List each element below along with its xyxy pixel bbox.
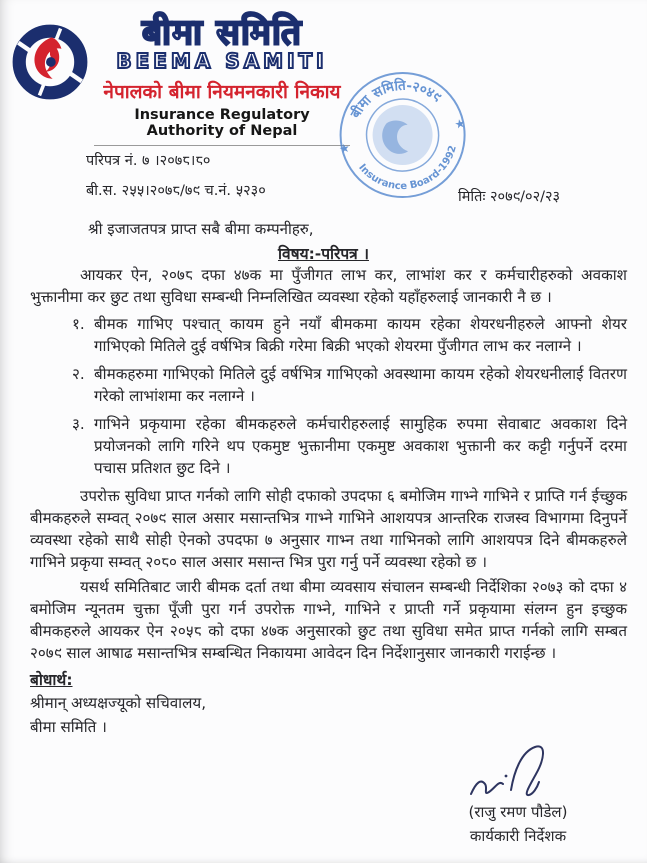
paragraph-2: उपरोक्त सुविधा प्राप्त गर्नको लागि सोही दफाको उपदफा ६ बमोजिम गाभ्ने गाभिने र प्राप्ति गर्न ईच्छुक बीमकहरुले सम्वत् २०७९ साल असार मसान्तभित्र गाभ्ने गाभिने आशयपत्र आन्तरिक राजस्व विभागमा दिनुपर्ने व्यवस्था रहेको साथै सोही ऐनको उपदफा ७ अनुसार गाभ्न तथा गाभिनको लागि आशयपत्र दिने बीमकहरुले गाभिने प्रकृया सम्वत् २०८० साल असार मसान्त भित्र पुरा गर्नु पर्ने व्यवस्था रहेको छ । [30,487,627,571]
subject-row [0,242,647,264]
signatory-name: (राजु रमण पौडेल) [468,803,568,821]
signatory-title: कार्यकारी निर्देशक [469,827,567,845]
reference-block [86,146,266,206]
letter-body [30,264,627,739]
org-name-devanagari: बीमा समिति [142,13,302,53]
paragraph-1: आयकर ऐन, २०७८ दफा ४७क मा पुँजीगत लाभ कर, लाभांश कर र कर्मचारीहरुको अवकाश भुक्तानीमा कर छुट तथा सुविधा सम्बन्धी निम्नलिखित व्यवस्था रहेको यहाँहरुलाई जानकारी नै छ । [30,266,627,306]
signature-block [423,742,613,848]
list-item-text: गाभिने प्रकृयामा रहेका बीमकहरुले कर्मचारीहरुलाई सामुहिक रुपमा सेवाबाट अवकाश दिने प्रयोजनको लागि गरिने थप एकमुष्ट भुक्तानीमा एकमुष्ट अवकाश भुक्तानी कर कट्टी गर्नुपर्ने दरमा पचास प्रतिशत छुट दिने । [94,415,627,477]
letter-date: मितिः २०७९/०२/२३ [458,189,561,205]
list-item-text: बीमक गाभिए पश्चात् कायम हुने नयाँ बीमकमा कायम रहेका शेयरधनीहरुले आफ्नो शेयर गाभिएको मितिले दुई वर्षभित्र बिक्री गरेमा बिक्री भएको शेयरमा पुँजीगत लाभ कर नलाग्ने । [94,315,627,355]
subject-line: विषय:-परिपत्र । [277,245,369,263]
list-item-number: ३. [72,415,85,433]
cc-heading: बोधार्थ: [30,671,73,689]
list-item [72,413,627,479]
list-item-number: १. [72,315,85,333]
cc-line-2: बीमा समिति । [30,718,107,736]
org-tagline-devanagari: नेपालको बीमा नियमनकारी निकाय [103,81,341,103]
paragraph-3: यसर्थ समितिबाट जारी बीमक दर्ता तथा बीमा व्यवसाय संचालन सम्बन्धी निर्देशिका २०७३ को दफा ४ बमोजिम न्यूनतम चुक्ता पूँजी पुरा गर्न उपरोक्त गाभ्ने, गाभिने र प्राप्ती गर्ने प्रकृयामा संलग्न हुन इच्छुक बीमकहरुले आयकर ऐन २०५८ को दफा ४७क अनुसारको छुट तथा सुविधा समेत प्राप्त गर्नको लागि सम्बत २०७९ साल आषाढ मसान्तभित्र सम्बन्धित निकायमा आवेदन दिन निर्देशानुसार जानकारी गराईन्छ । [30,578,627,662]
stamp-bottom-text: Insurance Board-1992 [356,144,459,193]
handwritten-signature [453,742,583,806]
list-item [72,363,627,407]
letterhead [94,14,350,146]
list-item-number: २. [72,365,85,383]
list-item [72,313,627,357]
numbered-list [72,313,627,479]
circular-number: परिपत्र नं. ७ ।२०७८।८० [86,153,211,169]
addressee-line: श्री इजाजतपत्र प्राप्त सबै बीमा कम्पनीहरु, [88,220,314,238]
cc-line-1: श्रीमान् अध्यक्षज्यूको सचिवालय, [30,694,207,712]
list-item-text: बीमकहरुमा गाभिएको मितिले दुई वर्षभित्र गाभिएको अवस्थामा कायम रहेको शेयरधनीलाई वितरण गरेको लाभांशमा कर नलाग्ने । [94,365,627,405]
org-name-english: BEEMA SAMITI [116,49,328,73]
stamp-star-left-icon: ★ [337,140,352,157]
org-tagline-english: Insurance Regulatory Authority of Nepal [94,107,350,146]
dispatch-number: बी.स. २५५।२०७८/७९ च.नं. ५२३० [86,183,266,199]
beema-samiti-logo-icon [6,12,94,116]
stamp-star-right-icon: ★ [453,115,467,132]
stamp-top-text: बीमा समिति-२०४९ [347,77,445,122]
